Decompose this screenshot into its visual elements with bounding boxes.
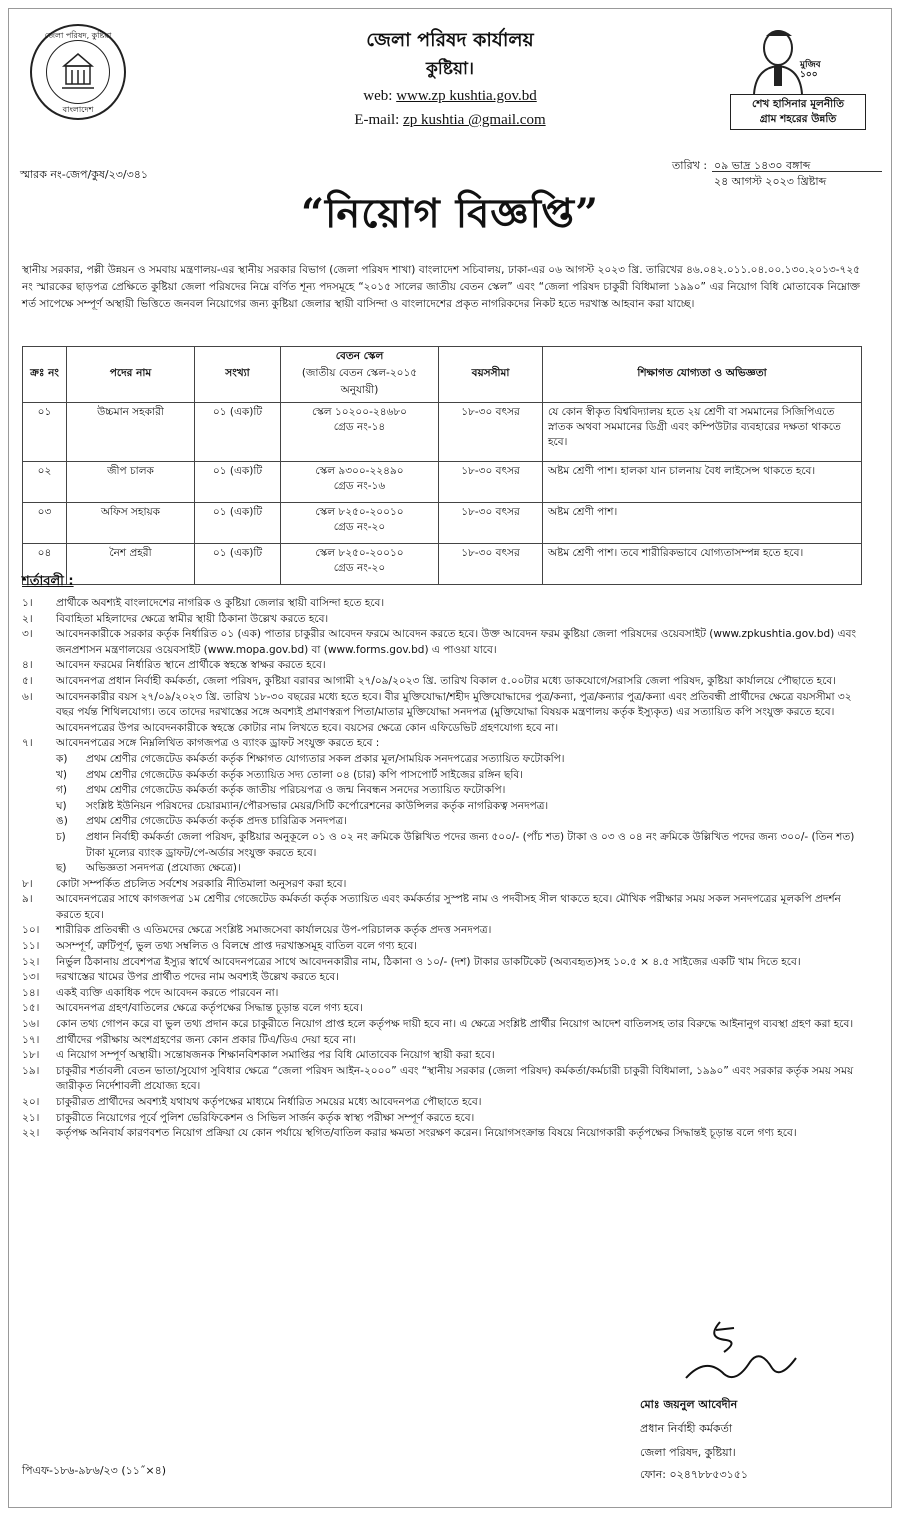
cell-sl: ০১ (23, 403, 67, 462)
subterm-item (56, 861, 862, 877)
term-text: কোটা সম্পর্কিত প্রচলিত সর্বশেষ সরকারি নীতিমালা অনুসরণ করা হবে। (56, 877, 347, 890)
district-council-seal (30, 24, 126, 120)
table-row (23, 544, 862, 585)
term-item (22, 1095, 862, 1111)
term-item (22, 892, 862, 923)
term-number: ১৮। (22, 1049, 40, 1062)
term-text: চাকুরীতে নিয়োগের পূর্বে পুলিশ ভেরিফিকেশন ও সিভিল সার্জন কর্তৃক স্বাস্থ্য পরীক্ষা সম্পূর্ণ করতে হবে। (56, 1111, 475, 1124)
subterm-item (56, 799, 862, 815)
notice-headline: “নিয়োগ বিজ্ঞপ্তি” (300, 190, 600, 237)
subterm-text: প্রথম শ্রেণীর গেজেটেড কর্মকর্তা কর্তৃক সত্যায়িত সদ্য তোলা ০৪ (চার) কপি পাসপোর্ট সাইজের রঙ্গিন ছবি। (86, 768, 523, 781)
col-header-sl: ক্রঃ নং (23, 347, 67, 403)
term-item (22, 627, 862, 658)
cell-post: নৈশ প্রহরী (67, 544, 195, 585)
term-text: আবেদনপত্র প্রধান নির্বাহী কর্মকর্তা, জেলা পরিষদ, কুষ্টিয়া বরাবর আগামী ২৭/০৯/২০২৩ খ্রি. তারিখ বিকাল ৫.০০টার মধ্যে ডাকযোগে/সরাসরি জেলা পরিষদ, কুষ্টিয়া কার্যালয়ে পৌছাতে হবে। (56, 674, 837, 687)
subterm-letter: ছ) (56, 862, 67, 875)
term-item (22, 736, 862, 876)
cell-age: ১৮-৩০ বৎসর (439, 403, 543, 462)
cell-qualification: অষ্টম শ্রেণী পাশ। (543, 503, 862, 544)
term-text: কর্তৃপক্ষ অনিবার্য কারণবশত নিয়োগ প্রক্রিয়া যে কোন পর্যায়ে স্থগিত/বাতিল করার ক্ষমতা সংরক্ষণ করেন। নিয়োগসংক্রান্ত বিষয়ে নিয়োগকারী কর্তৃপক্ষের সিদ্ধান্তই চূড়ান্ত বলে গণ্য হবে। (56, 1127, 797, 1140)
term-item (22, 1126, 862, 1142)
term-item (22, 674, 862, 690)
date-bangla: ০৯ ভাদ্র ১৪৩০ বঙ্গাব্দ (714, 159, 811, 172)
term-item (22, 612, 862, 628)
subterm-letter: গ) (56, 784, 67, 797)
term-item (22, 1033, 862, 1049)
cell-count: ০১ (এক)টি (195, 503, 281, 544)
cell-count: ০১ (এক)টি (195, 544, 281, 585)
cell-count: ০১ (এক)টি (195, 462, 281, 503)
motto-line-2: গ্রাম শহরের উন্নতি (759, 113, 837, 125)
seal-emblem-icon (58, 48, 98, 92)
subterm-item (56, 830, 862, 861)
term-text: প্রার্থীদের পরীক্ষায় অংশগ্রহণের জন্য কোন প্রকার টিএ/ডিএ দেয়া হবে না। (56, 1033, 356, 1046)
term-item (22, 596, 862, 612)
subterm-text: প্রথম শ্রেণীর গেজেটেড কর্মকর্তা কর্তৃক প্রদত্ত চারিত্রিক সনদপত্র। (86, 815, 348, 828)
cell-scale-range: স্কেল ৯৩০০-২২৪৯০ (315, 465, 404, 477)
cell-grade: গ্রেড নং-১৪ (333, 421, 386, 433)
term-number: ১৪। (22, 986, 40, 999)
cell-grade: গ্রেড নং-২০ (333, 521, 386, 533)
term-item (22, 658, 862, 674)
term-item (22, 970, 862, 986)
office-city: কুষ্টিয়া। (426, 59, 474, 79)
table-row (23, 503, 862, 544)
subterm-item (56, 752, 862, 768)
subterm-letter: ঙ) (56, 815, 68, 828)
term-text: দরখাস্তের খামের উপর প্রার্থীত পদের নাম অবশ্যই উল্লেখ করতে হবে। (56, 971, 339, 984)
subterm-letter: ক) (56, 752, 68, 765)
term-text: অসম্পূর্ণ, ত্রুটিপূর্ণ, ভুল তথ্য সম্বলিত ও বিলম্বে প্রাপ্ত দরখাস্তসমূহ বাতিল বলে গণ্য হবে। (56, 940, 418, 953)
col-header-scale-sub: (জাতীয় বেতন স্কেল-২০১৫ অনুযায়ী) (301, 367, 418, 396)
signer-designation: প্রধান নির্বাহী কর্মকর্তা (640, 1422, 733, 1435)
term-text: প্রার্থীকে অবশ্যই বাংলাদেশের নাগরিক ও কুষ্টিয়া জেলার স্থায়ী বাসিন্দা হতে হবে। (56, 597, 385, 609)
date-divider (712, 171, 882, 172)
subterm-text: প্রধান নির্বাহী কর্মকর্তা জেলা পরিষদ, কুষ্টিয়ার অনুকূলে ০১ ও ০২ নং ক্রমিকে উল্লিখিত পদের জন্য ৫০০/- (পাঁচ শত) টাকা ও ০৩ ও ০৪ নং ক্রমিকে উল্লিখিত পদের জন্য ৩০০/- (তিন শত) টাকা মূল্যের ব্যাংক ড্রাফট/পে-অর্ডার সংযুক্ত করতে হবে। (86, 830, 855, 859)
cell-scale-range: স্কেল ৮২৫০-২০০১০ (315, 506, 404, 518)
col-header-qualification: শিক্ষাগত যোগ্যতা ও অভিজ্ঞতা (543, 347, 862, 403)
table-row (23, 403, 862, 462)
subterm-text: অভিজ্ঞতা সনদপত্র (প্রযোজ্য ক্ষেত্রে)। (86, 862, 241, 875)
cell-scale (281, 403, 439, 462)
term-number: ৪। (22, 659, 33, 672)
term-number: ১৬। (22, 1018, 40, 1031)
subterm-text: প্রথম শ্রেণীর গেজেটেড কর্মকর্তা কর্তৃক জাতীয় পরিচয়পত্র ও জন্ম নিবন্ধন সনদের সত্যায়িত ফটোকপি। (86, 784, 506, 797)
term-item (22, 939, 862, 955)
term-number: ২০। (22, 1096, 40, 1108)
term-text: শারীরিক প্রতিবন্ধী ও এতিমদের ক্ষেত্রে সংশ্লিষ্ট সমাজসেবা কার্যালয়ের উপ-পরিচালক কর্তৃক প্রদত্ত সনদপত্র। (56, 924, 492, 937)
term-text: আবেদনকারীকে সরকার কর্তৃক নির্ধারিত ০১ (এক) পাতার চাকুরীর আবেদন ফরমে আবেদন করতে হবে। উক্ত আবেদন ফরম কুষ্টিয়া জেলা পরিষদের ওয়েবসাইট (www.zpkushtia.gov.bd) এবং জনপ্রশাসন মন্ত্রণালয়ের ওয়েবসাইট (www.mopa.gov.bd) বা (www.forms.gov.bd) এ পাওয়া যাবে। (56, 628, 856, 656)
website-label: web: (363, 88, 397, 104)
term-item (22, 1017, 862, 1033)
term-item (22, 923, 862, 939)
term-number: ২১। (22, 1111, 40, 1124)
memo-number: স্মারক নং-জেপ/কুষ/২৩/৩৪১ (20, 168, 149, 181)
subterm-text: প্রথম শ্রেণীর গেজেটেড কর্মকর্তা কর্তৃক শিক্ষাগত যোগ্যতার সকল প্রকার মূল/সাময়িক সনদপত্রের সত্যায়িত ফটোকপি। (86, 752, 565, 765)
term-number: ৯। (22, 893, 33, 906)
table-row (23, 462, 862, 503)
subterm-letter: খ) (56, 768, 67, 781)
cell-sl: ০৩ (23, 503, 67, 544)
seal-ring-bottom: বাংলাদেশ (62, 105, 94, 114)
term-text: বিবাহিতা মহিলাদের ক্ষেত্রে স্বামীর স্থায়ী ঠিকানা উল্লেখ করতে হবে। (56, 612, 329, 625)
cell-sl: ০২ (23, 462, 67, 503)
seal-ring-top: জেলা পরিষদ, কুষ্টিয়া (44, 31, 112, 40)
term-text: নির্ভুল ঠিকানায় প্রবেশপত্র ইস্যুর স্বার্থে আবেদনপত্রের সাথে আবেদনকারীর নাম, ঠিকানা ও ১০/- (দশ) টাকার ডাকটিকেট (অব্যবহৃত)সহ ১০.৫ × ৪.৫ সাইজের একটি খাম দিতে হবে। (56, 955, 801, 968)
col-header-scale (281, 347, 439, 403)
signer-office: জেলা পরিষদ, কুষ্টিয়া। (640, 1446, 736, 1459)
term-item (22, 1001, 862, 1017)
term-number: ১। (22, 597, 33, 609)
term-text: আবেদনপত্রের সাথে কাগজপত্র ১ম শ্রেণীর গেজেটেড কর্মকর্তা কর্তৃক সত্যায়িত এবং কর্মকর্তার সুস্পষ্ট নাম ও পদবীসহ সীল থাকতে হবে। মৌখিক পরীক্ষার সময় সকল সনদপত্রের মূলকপি প্রদর্শন করতে হবে। (56, 893, 841, 921)
term-number: ১৯। (22, 1064, 40, 1077)
subterm-item (56, 768, 862, 784)
term-number: ১২। (22, 955, 40, 968)
cell-post: উচ্চমান সহকারী (67, 403, 195, 462)
term-number: ৫। (22, 674, 33, 687)
term-number: ৭। (22, 737, 33, 750)
terms-heading: শর্তাবলী : (22, 574, 74, 589)
cell-scale-range: স্কেল ৮২৫০-২০০১০ (315, 547, 404, 559)
col-header-count: সংখ্যা (195, 347, 281, 403)
email-line (280, 112, 620, 129)
cell-scale-range: স্কেল ১০২০০-২৪৬৮০ (311, 406, 407, 418)
website-line (280, 88, 620, 105)
cell-qualification: অষ্টম শ্রেণী পাশ। হালকা যান চালনায় বৈধ লাইসেন্স থাকতে হবে। (543, 462, 862, 503)
term-item (22, 877, 862, 893)
cell-grade: গ্রেড নং-২০ (333, 562, 386, 574)
term-number: ১৩। (22, 971, 40, 984)
email-label: E-mail: (354, 112, 404, 128)
cell-scale (281, 544, 439, 585)
cell-post: জীপ চালক (67, 462, 195, 503)
cell-age: ১৮-৩০ বৎসর (439, 462, 543, 503)
cell-sl: ০৪ (23, 544, 67, 585)
term-text: কোন তথ্য গোপন করে বা ভুল তথ্য প্রদান করে চাকুরীতে নিয়োগ প্রাপ্ত হলে কর্তৃপক্ষ দায়ী হবে না। এ ক্ষেত্রে সংশ্লিষ্ট প্রার্থীর নিয়োগ আদেশ বাতিলসহ তার বিরুদ্ধে আইনানুগ ব্যবস্থা গ্রহণ করা হবে। (56, 1018, 854, 1031)
date-label: তারিখ : (672, 159, 708, 172)
term-number: ৩। (22, 628, 33, 641)
subterm-item (56, 814, 862, 830)
cell-age: ১৮-৩০ বৎসর (439, 503, 543, 544)
cell-grade: গ্রেড নং-১৬ (333, 480, 386, 492)
term-text: আবেদনকারীর বয়স ২৭/০৯/২০২৩ খ্রি. তারিখ ১৮-৩০ বছরের মধ্যে হতে হবে। বীর মুক্তিযোদ্ধা/শহীদ মুক্তিযোদ্ধাদের পুত্র/কন্যা, পুত্র/কন্যার পুত্র/কন্যা এবং প্রতিবন্ধী প্রার্থীদের ক্ষেত্রে বয়সসীমা ৩২ বছর পর্যন্ত শিথিলযোগ্য। তবে তাদের দরখাস্তের সঙ্গে অবশ্যই প্রমাণস্বরূপ পিতা/মাতার মুক্তিযোদ্ধা সনদপত্র (মুক্তিযোদ্ধা বিষয়ক মন্ত্রণালয় কর্তৃক ইস্যুকৃত) এর সত্যায়িত কপি সংযুক্ত করতে হবে। আবেদনপত্রের উপর আবেদনকারীকে স্বহস্তে কোটার নাম লিখতে হবে। বয়সের ক্ষেত্রে কোন এফিডেভিট গ্রহণযোগ্য হবে না। (56, 690, 852, 734)
term-number: ২২। (22, 1127, 40, 1140)
website-link[interactable]: www.zp kushtia.gov.bd (396, 88, 537, 104)
col-header-age: বয়সসীমা (439, 347, 543, 403)
term-item (22, 986, 862, 1002)
term-number: ৮। (22, 877, 33, 890)
motto-box (730, 94, 866, 130)
cell-scale (281, 462, 439, 503)
col-header-post: পদের নাম (67, 347, 195, 403)
subterm-item (56, 783, 862, 799)
subterm-letter: চ) (56, 830, 66, 843)
cell-post: অফিস সহায়ক (67, 503, 195, 544)
term-text: আবেদনপত্র গ্রহণ/বাতিলের ক্ষেত্রে কর্তৃপক্ষের সিদ্ধান্ত চূড়ান্ত বলে গণ্য হবে। (56, 1002, 363, 1015)
email-link[interactable]: zp kushtia @gmail.com (403, 112, 546, 128)
term-text: একই ব্যক্তি একাধিক পদে আবেদন করতে পারবেন না। (56, 986, 279, 999)
table-header-row (23, 347, 862, 403)
term-text: আবেদনপত্রের সঙ্গে নিম্নলিখিত কাগজপত্র ও ব্যাংক ড্রাফট সংযুক্ত করতে হবে : (56, 737, 380, 750)
print-code: পিএফ-১৮৬-৯৮৬/২৩ (১১˝×৪) (22, 1464, 167, 1477)
term-item (22, 1048, 862, 1064)
term-number: ১১। (22, 940, 40, 953)
subterm-letter: ঘ) (56, 799, 67, 812)
term-number: ১৭। (22, 1033, 40, 1046)
term-text: চাকুরীরত প্রার্থীদের অবশ্যই যথাযথ কর্তৃপক্ষের মাধ্যমে নির্ধারিত সময়ের মধ্যে আবেদনপত্র পৌছাতে হবে। (56, 1096, 482, 1108)
motto-line-1: শেখ হাসিনার মূলনীতি (751, 98, 845, 110)
subterm-text: সংশ্লিষ্ট ইউনিয়ন পরিষদের চেয়ারম্যান/পৌরসভার মেয়র/সিটি কর্পোরেশনের কাউন্সিলর কর্তৃক নাগরিকত্ব সনদপত্র। (86, 799, 549, 812)
term-number: ১০। (22, 924, 40, 937)
signer-phone: ফোন: ০২৪৭৮৮৫৩১৫১ (640, 1468, 749, 1481)
cell-age: ১৮-৩০ বৎসর (439, 544, 543, 585)
terms-list (22, 596, 862, 1142)
term-item (22, 955, 862, 971)
cell-scale (281, 503, 439, 544)
term-item (22, 1111, 862, 1127)
term-text: এ নিয়োগ সম্পূর্ণ অস্থায়ী। সন্তোষজনক শিক্ষানবিশকাল সমাপ্তির পর বিধি মোতাবেক নিয়োগ স্থায়ী করা হবে। (56, 1049, 495, 1062)
mujib-badge: মুজিব ১০০ (800, 60, 821, 80)
cell-qualification: অষ্টম শ্রেণী পাশ। তবে শারীরিকভাবে যোগ্যতাসম্পন্ন হতে হবে। (543, 544, 862, 585)
cell-count: ০১ (এক)টি (195, 403, 281, 462)
term-number: ২। (22, 612, 33, 625)
col-header-scale-main: বেতন স্কেল (335, 350, 384, 362)
date-english: ২৪ আগস্ট ২০২৩ খ্রিষ্টাব্দ (714, 175, 827, 188)
term-text: আবেদন ফরমের নির্ধারিত স্থানে প্রার্থীকে স্বহস্তে স্বাক্ষর করতে হবে। (56, 659, 326, 672)
office-title: জেলা পরিষদ কার্যালয় (366, 29, 534, 51)
posts-table (22, 346, 862, 585)
term-item (22, 1064, 862, 1095)
signer-name: মোঃ জয়নুল আবেদীন (640, 1398, 738, 1411)
intro-paragraph: স্থানীয় সরকার, পল্লী উন্নয়ন ও সমবায় মন্ত্রণালয়-এর স্থানীয় সরকার বিভাগ (জেলা পরিষদ শাখা) বাংলাদেশ সচিবালয়, ঢাকা-এর ০৬ আগস্ট ২০২৩ খ্রি. তারিখের ৪৬.০৪২.০১১.০৪.০০.১৩০.২০১৩-৭২৫ নং স্মারকের ছাড়পত্র প্রেক্ষিতে কুষ্টিয়া জেলা পরিষদের নিম্নে বর্ণিত শূন্য পদসমূহে “২০১৫ সালের জাতীয় বেতন স্কেল” এবং “জেলা পরিষদ চাকুরী বিধিমালা ১৯৯০” এর নিয়োগ বিধি মোতাবেক নিম্নোক্ত শর্ত সাপেক্ষে সম্পূর্ণ অস্থায়ী ভিত্তিতে জনবল নিয়োগের জন্য কুষ্টিয়া জেলার স্থায়ী বাসিন্দা ও বাংলাদেশের প্রকৃত নাগরিকদের নিকট হতে দরখাস্ত আহবান করা যাচ্ছে। (22, 264, 860, 310)
cell-qualification: যে কোন স্বীকৃত বিশ্ববিদ্যালয় হতে ২য় শ্রেণী বা সমমানের সিজিপিএতে স্নাতক অথবা সমমানের ডিগ্রী এবং কম্পিউটার ব্যবহারের দক্ষতা থাকতে হবে। (543, 403, 862, 462)
handwritten-signature (676, 1318, 806, 1390)
term-item (22, 690, 862, 737)
term-text: চাকুরীর শর্তাবলী বেতন ভাতা/সুযোগ সুবিধার ক্ষেত্রে “জেলা পরিষদ আইন-২০০০” এবং “স্থানীয় সরকার (জেলা পরিষদ) কর্মকর্তা/কর্মচারী চাকুরী বিধিমালা, ১৯৯০” এবং সরকার কর্তৃক সময় সময় জারীকৃত নির্দেশাবলী প্রযোজ্য হবে। (56, 1064, 854, 1093)
term-number: ৬। (22, 690, 33, 703)
term-number: ১৫। (22, 1002, 40, 1015)
